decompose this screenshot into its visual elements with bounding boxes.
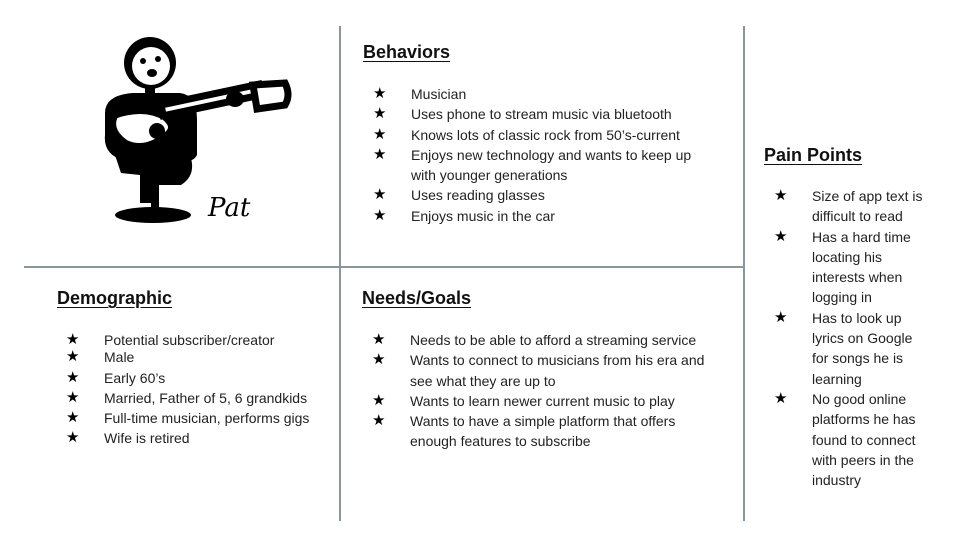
- list-item: ★ Enjoys new technology and wants to keep up with younger generations: [373, 145, 692, 184]
- demographic-heading: Demographic: [57, 288, 173, 308]
- star-bullet-icon: ★: [774, 389, 788, 407]
- star-bullet-icon: ★: [66, 331, 80, 348]
- needs-goals-heading: Needs/Goals: [362, 288, 472, 308]
- list-item: ★ Wants to have a simple platform that offers enough features to subscribe: [372, 412, 676, 450]
- list-item: ★ Has a hard time locating his interests when logging in: [774, 227, 911, 306]
- behaviors-heading: Behaviors: [363, 42, 451, 62]
- star-bullet-icon: ★: [66, 348, 80, 366]
- list-item: ★ Enjoys music in the car: [373, 206, 703, 226]
- list-item: ★ Uses reading glasses: [373, 185, 703, 205]
- list-item: ★ Married, Father of 5, 6 grandkids: [66, 388, 336, 408]
- star-bullet-icon: ★: [774, 227, 788, 245]
- list-item: ★ Musician: [373, 84, 703, 104]
- star-bullet-icon: ★: [373, 125, 387, 143]
- list-item: ★ Male: [66, 347, 336, 367]
- star-bullet-icon: ★: [373, 105, 387, 123]
- list-item: ★ Needs to be able to afford a streaming service: [372, 330, 712, 350]
- star-bullet-icon: ★: [372, 391, 386, 409]
- list-item: ★ Early 60’s: [66, 368, 336, 388]
- star-bullet-icon: ★: [373, 145, 387, 163]
- list-item: ★ Wants to connect to musicians from his era and see what they are up to: [372, 351, 705, 389]
- demographic-list: [66, 330, 336, 449]
- list-item: ★ Full-time musician, performs gigs: [66, 408, 336, 428]
- star-bullet-icon: ★: [774, 187, 788, 204]
- horizontal-divider: [24, 266, 745, 268]
- star-bullet-icon: ★: [66, 429, 80, 447]
- list-item: ★ Knows lots of classic rock from 50’s-current: [373, 125, 703, 145]
- star-bullet-icon: ★: [372, 351, 386, 369]
- vertical-divider-left: [339, 26, 341, 521]
- list-item: ★ No good online platforms he has found to connect with peers in the industry: [774, 389, 916, 489]
- list-item: ★ Uses phone to stream music via bluetooth: [373, 104, 703, 124]
- pain-points-heading: Pain Points: [764, 145, 863, 165]
- guitar-player-icon: [85, 35, 295, 230]
- star-bullet-icon: ★: [372, 331, 386, 348]
- star-bullet-icon: ★: [66, 388, 80, 406]
- star-bullet-icon: ★: [66, 409, 80, 427]
- star-bullet-icon: ★: [372, 412, 386, 430]
- behaviors-list: [373, 84, 703, 226]
- list-item: ★ Has to look up lyrics on Google for songs he is learning: [774, 308, 913, 387]
- star-bullet-icon: ★: [373, 206, 387, 224]
- star-bullet-icon: ★: [66, 368, 80, 386]
- list-item: ★ Potential subscriber/creator: [66, 330, 336, 350]
- list-item: ★ Wife is retired: [66, 428, 336, 448]
- list-item: ★ Size of app text is difficult to read: [774, 187, 923, 225]
- star-bullet-icon: ★: [373, 186, 387, 204]
- star-bullet-icon: ★: [774, 308, 788, 326]
- list-item: ★ Wants to learn newer current music to play: [372, 391, 712, 411]
- persona-name: Pat: [208, 193, 251, 223]
- vertical-divider-right: [743, 26, 745, 521]
- star-bullet-icon: ★: [373, 85, 387, 102]
- needs-goals-list: [372, 330, 712, 452]
- pain-points-list: [774, 186, 944, 490]
